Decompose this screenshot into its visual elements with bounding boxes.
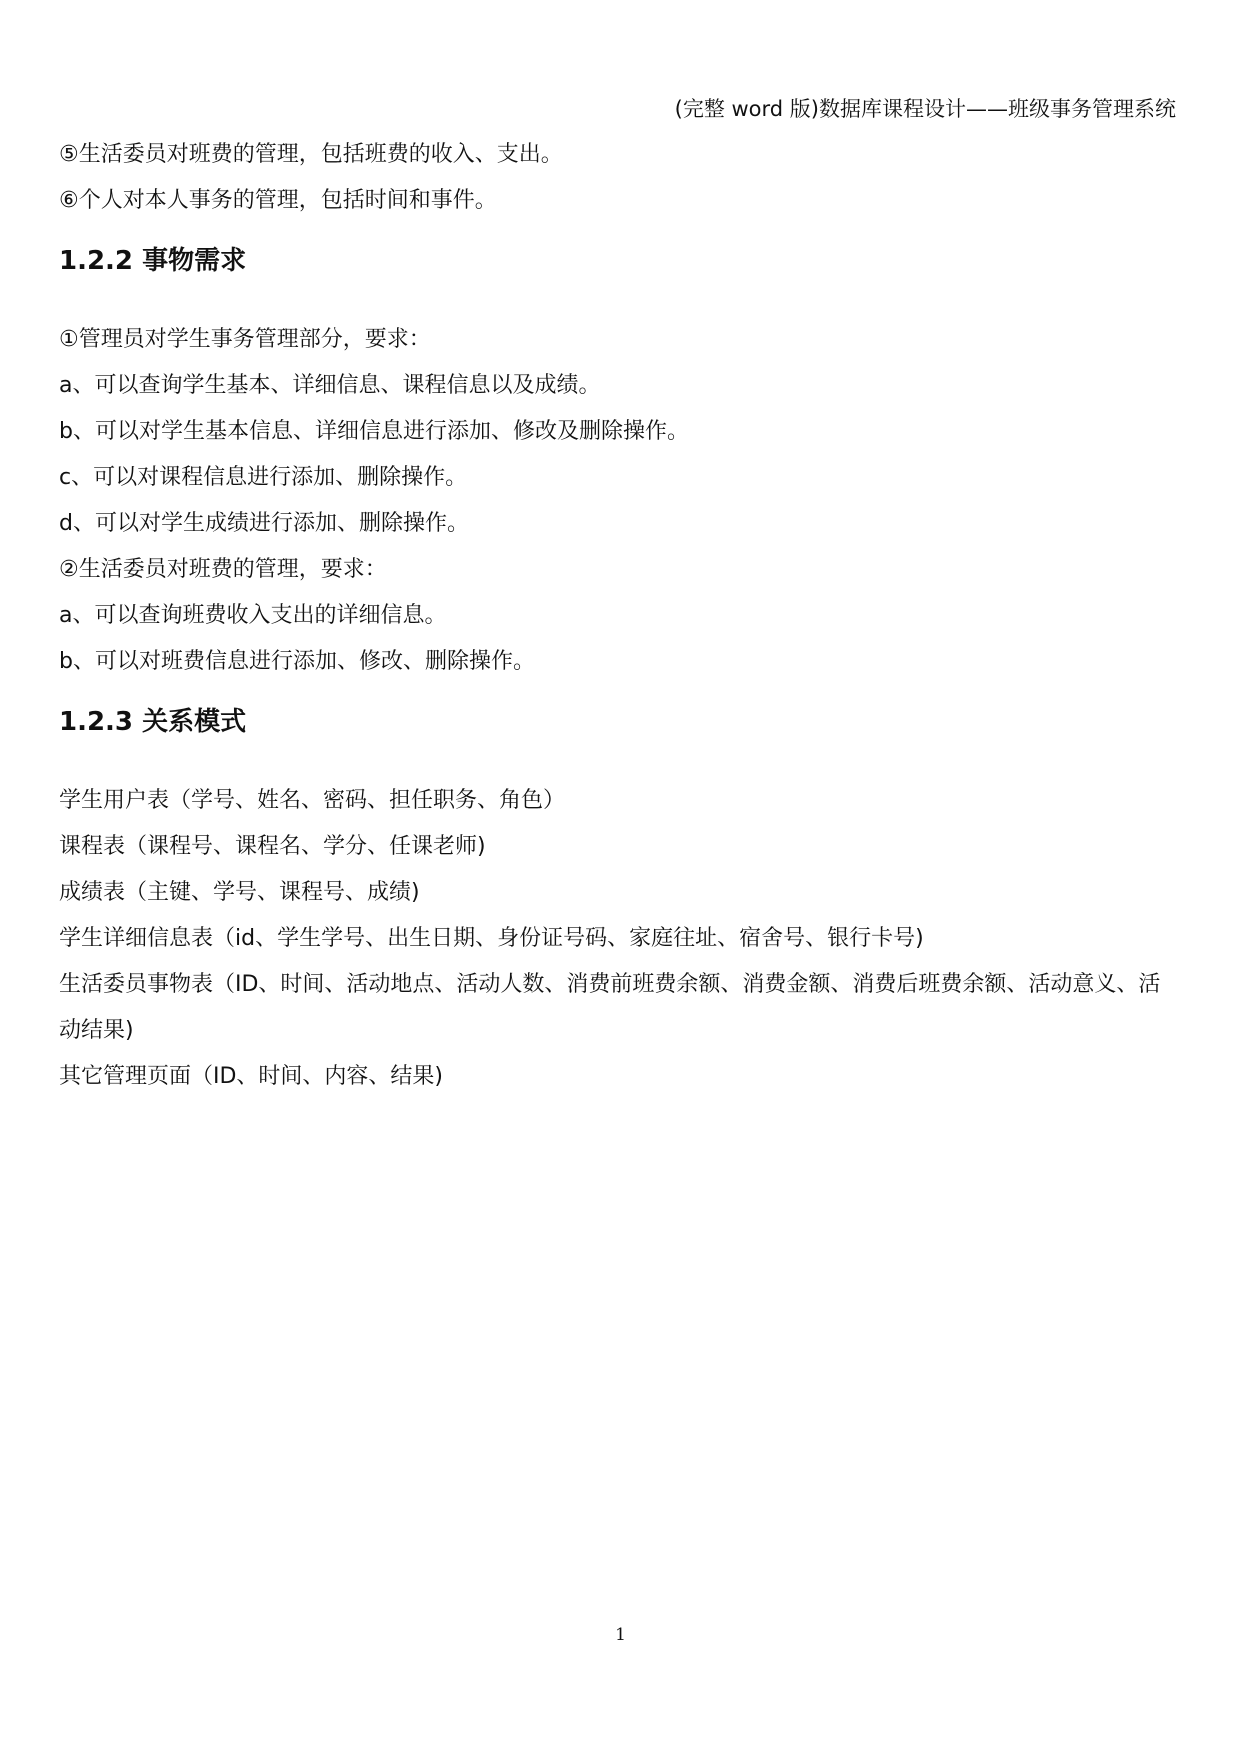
intro-line: ⑤生活委员对班费的管理，包括班费的收入、支出。 xyxy=(59,142,563,167)
requirement-line: a、可以查询班费收入支出的详细信息。 xyxy=(59,603,447,628)
section-heading-1-2-3: 1.2.3 关系模式 xyxy=(59,707,247,737)
page-header: (完整 word 版)数据库课程设计——班级事务管理系统 xyxy=(674,97,1176,121)
relation-schema-line: 学生用户表（学号、姓名、密码、担任职务、角色） xyxy=(59,788,566,813)
requirement-line: a、可以查询学生基本、详细信息、课程信息以及成绩。 xyxy=(59,373,601,398)
page-number: 1 xyxy=(615,1625,626,1645)
requirement-line: d、可以对学生成绩进行添加、删除操作。 xyxy=(59,511,469,536)
intro-line: ⑥个人对本人事务的管理，包括时间和事件。 xyxy=(59,188,497,213)
relation-schema-line: 其它管理页面（ID、时间、内容、结果) xyxy=(59,1064,444,1089)
relation-schema-line: 成绩表（主键、学号、课程号、成绩) xyxy=(59,880,420,905)
document-body xyxy=(59,132,1179,1100)
requirement-line: ①管理员对学生事务管理部分，要求： xyxy=(59,327,431,352)
section-heading-1-2-2: 1.2.2 事物需求 xyxy=(59,246,247,276)
requirement-line: b、可以对学生基本信息、详细信息进行添加、修改及删除操作。 xyxy=(59,419,689,444)
requirement-line: c、可以对课程信息进行添加、删除操作。 xyxy=(59,465,468,490)
requirement-line: ②生活委员对班费的管理，要求： xyxy=(59,557,387,582)
relation-schema-line: 学生详细信息表（id、学生学号、出生日期、身份证号码、家庭往址、宿舍号、银行卡号) xyxy=(59,926,924,951)
relation-schema-line: 生活委员事物表（ID、时间、活动地点、活动人数、消费前班费余额、消费金额、消费后班费余额、活动意义、活动结果) xyxy=(59,972,1161,1043)
relation-schema-line: 课程表（课程号、课程名、学分、任课老师) xyxy=(59,834,486,859)
requirement-line: b、可以对班费信息进行添加、修改、删除操作。 xyxy=(59,649,535,674)
